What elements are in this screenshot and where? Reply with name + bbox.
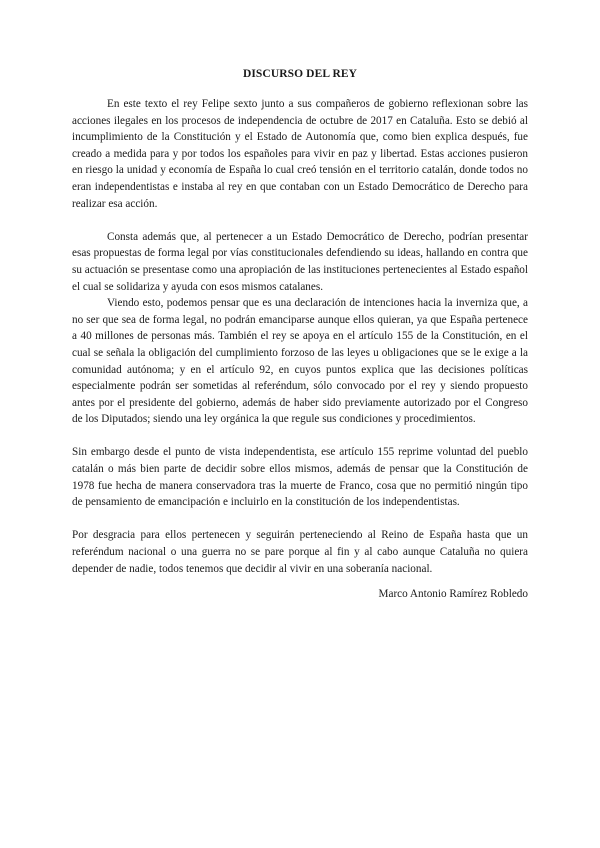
paragraph-3: Viendo esto, podemos pensar que es una declaración de intenciones hacia la inverniza que, a no ser que sea de forma legal, no podrán emanciparse aunque ellos quieran, ya que España pertenece a 40 millones de personas más. También el rey se apoya en el artículo 155 de la Constitución, en el cual se señala la obligación del cumplimiento forzoso de las leyes u obligaciones que se le exige a la comunidad autónoma; y en el artículo 92, en cuyos puntos explica que las decisiones políticas especialmente podrán ser sometidas al referéndum, sólo convocado por el rey y siendo propuesto antes por el presidente del gobierno, además de haber sido previamente autorizado por el Congreso de los Diputados; siendo una ley orgánica la que regule sus condiciones y procedimientos. (72, 297, 528, 426)
paragraph-gap (72, 511, 528, 528)
paragraph-2: Consta además que, al pertenecer a un Estado Democrático de Derecho, podrían presentar esas propuestas de forma legal por vías constitucionales defendiendo su ideas, hallando en contra que su actuación se presentase como una apropiación de las instituciones pertenecientes al Estado español el cual se solidariza y ayuda con esos mismos catalanes. (72, 230, 528, 293)
paragraph-1: En este texto el rey Felipe sexto junto a sus compañeros de gobierno reflexionan sobre las acciones ilegales en los procesos de independencia de octubre de 2017 en Cataluña. Esto se debió al incumplimiento de la Constitución y el Estado de Autonomía que, como bien explica después, fue creado a medida para y por todos los españoles para vivir en paz y libertad. Estas acciones pusieron en riesgo la unidad y economía de España lo cual creó tensión en el territorio catalán, donde todos no eran independentistas e instaba al rey en que contaban con un Estado Democrático de Derecho para realizar esa acción. (72, 98, 528, 210)
document-title: DISCURSO DEL REY (242, 68, 358, 80)
paragraph-4: Sin embargo desde el punto de vista independentista, ese artículo 155 reprime voluntad del pueblo catalán o más bien parte de decidir sobre ellos mismos, además de pensar que la Constitución de 1978 fue hecha de manera conservadora tras la muerte de Franco, cosa que no permitió ningún tipo de pensamiento de emancipación e incluirlo en la constitución de los independentistas. (72, 446, 528, 509)
paragraph-gap (72, 428, 528, 445)
document-page (72, 68, 528, 603)
author-signature: Marco Antonio Ramírez Robledo (378, 588, 528, 601)
paragraph-5: Por desgracia para ellos pertenecen y seguirán perteneciendo al Reino de España hasta que un referéndum nacional o una guerra no se pare porque al fin y al cabo aunque Cataluña no quiera depender de nadie, todos tenemos que decidir al vivir en una soberanía nacional. (72, 529, 528, 575)
paragraph-gap (72, 212, 528, 229)
